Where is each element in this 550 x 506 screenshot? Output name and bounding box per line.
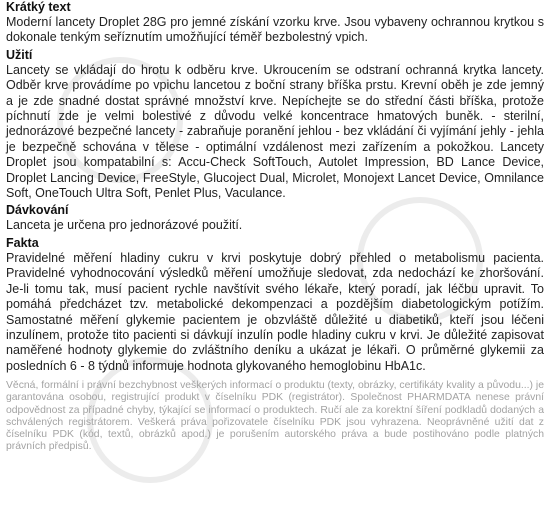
section-body-facts: Pravidelné měření hladiny cukru v krvi poskytuje dobrý přehled o metabolismu pacienta. Pravidelné vyhodnocování výsledků měření umožňuje sledovat, zda nedochází ke zhoršování. Je-li tomu tak, musí pacient rychle navštívit svého lékaře, který poradí, jak léčbu upravit. To pomáhá předcházet tzv. metabolické dekompenzaci a pozdějším diabetologickým potížím. Samostatné měření glykemie pacientem je obzvláště důležité u diabetiků, kteří jsou léčeni inzulínem, protože tito pacienti si dávkují inzulín podle hladiny cukru v krvi. Je důležité zapisovat naměřené hodnoty glykemie do zvláštního deníku a ukázat je lékaři. O průměrné glykemii za posledních 6 - 8 týdnů informuje hodnota glykovaného hemoglobinu HbA1c. <box>6 250 544 373</box>
section-usage <box>6 48 544 202</box>
section-body-short-text: Moderní lancety Droplet 28G pro jemné získání vzorku krve. Jsou vybaveny ochrannou krytkou s dokonale tenkým seříznutím umožňující téměř bezbolestný vpich. <box>6 15 544 45</box>
section-title-facts: Fakta <box>6 235 39 250</box>
legal-disclaimer: Věcná, formální i právní bezchybnost veškerých informací o produktu (texty, obrázky, certifikáty kvality a původu...) je garantována osobou, registrující produkt v číselníku PDK (registrátor). Společnost PHARMDATA nenese právní odpovědnost za případné chyby, týkající se informací o produktech. Ručí ale za korektní šíření podkladů dodaných a schválených registrátorem. Veškerá práva pořizovatele číselníku PDK jsou vyhrazena. Neoprávněné užití dat z číselníku PDK (kód, textů, obrázků apod.) je porušením autorského práva a bude postihováno podle platných právních předpisů. <box>6 380 544 453</box>
section-title-dosage: Dávkování <box>6 203 69 218</box>
section-title-usage: Užití <box>6 47 33 62</box>
section-short-text <box>6 0 544 46</box>
section-body-dosage: Lanceta je určena pro jednorázové použití. <box>6 218 243 233</box>
section-dosage <box>6 203 544 233</box>
section-body-usage: Lancety se vkládají do hrotu k odběru krve. Ukroucením se odstraní ochranná krytka lancety. Odběr krve provádíme po vpichu lancetou z boční strany bříška prstu. Krevní oběh je zde jemný a je zde snadné dostat správné množství krve. Nepíchejte se do střední části bříška, protože píchnutí zde je velmi bolestivé z důvodu velké koncentrace hmatových buněk. - sterilní, jednorázové bezpečné lancety - zabraňuje poranění jehlou - bez vkládání či vyjímání jehly - jehla je bezpečně schována v tělese - optimální vzdálenost mezi zařízením a pokožkou. Lancety Droplet jsou kompatabilní s: Accu-Check SoftTouch, Autolet Impression, BD Lance Device, Droplet Lancing Device, FreeStyle, Glucoject Dual, Microlet, Monojext Lancet Device, Omnilance Soft, OneTouch Ultra Soft, Penlet Plus, Vaculance. <box>6 62 544 201</box>
section-title-short-text: Krátký text <box>6 0 71 14</box>
product-info-page <box>6 0 544 464</box>
section-facts <box>6 236 544 374</box>
